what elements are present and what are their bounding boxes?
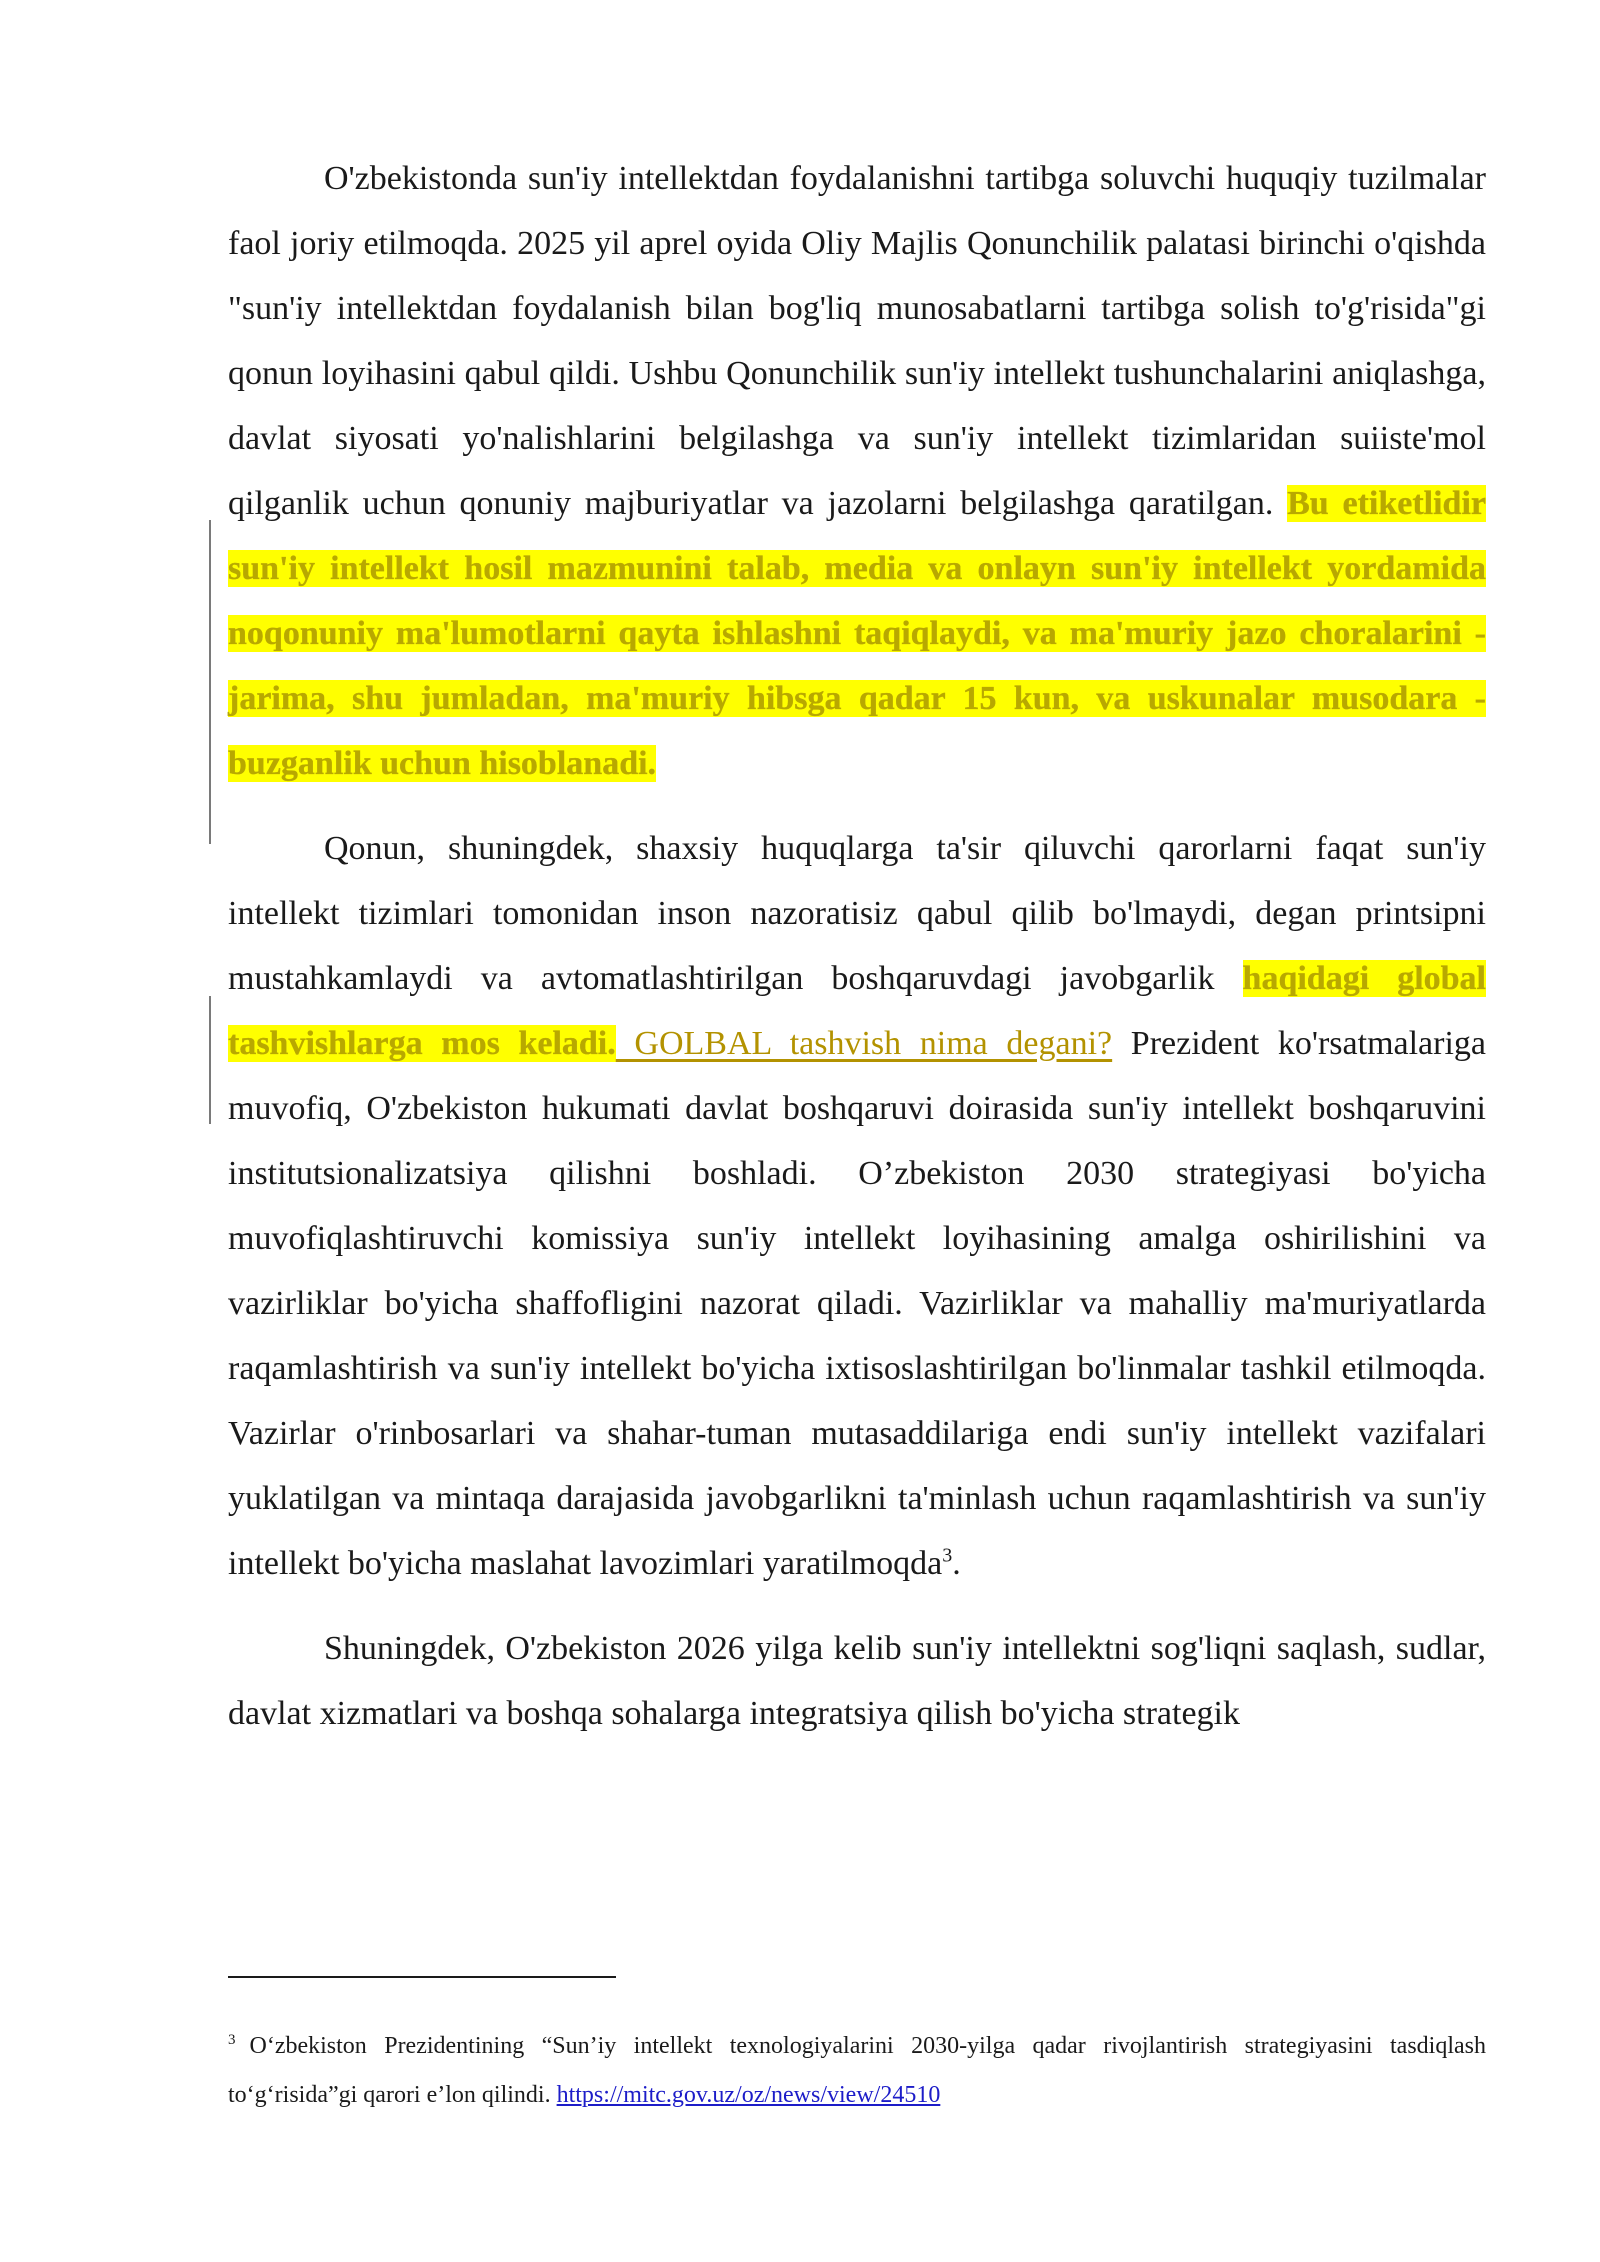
change-bar-2 [209, 996, 211, 1124]
paragraph-3 [228, 1616, 1486, 1746]
footnote-link[interactable]: https://mitc.gov.uz/oz/news/view/24510 [556, 2082, 941, 2108]
footnote-separator [228, 1976, 616, 1978]
footnote-mark: 3 [228, 2032, 236, 2048]
paragraph-2 [228, 816, 1486, 1596]
footnote-text: O‘zbekiston Prezidentining “Sun’iy intellekt texnologiyalarini 2030-yilga qadar rivojlantirish strategiyasini tasdiqlash to‘g‘risida”gi qarori e’lon qilindi. [228, 2033, 1486, 2108]
highlighted-text-2[interactable]: haqidagi global tashvishlarga mos keladi. [228, 960, 1487, 1062]
paragraph-2-end: . [952, 1545, 961, 1582]
change-bar-1 [209, 520, 211, 844]
paragraph-2-text: Qonun, shuningdek, shaxsiy huquqlarga ta'sir qiluvchi qarorlarni faqat sun'iy intellekt tizimlari tomonidan inson nazoratisiz qabul qilib bo'lmaydi, degan printsipni mustahkamlaydi va avtomatlashtirilgan boshqaruvdagi javobgarlik [228, 830, 1486, 997]
paragraph-3-text: Shuningdek, O'zbekiston 2026 yilga kelib sun'iy intellektni sog'liqni saqlash, sudlar, davlat xizmatlari va boshqa sohalarga integratsiya qilish bo'yicha strategik [228, 1630, 1486, 1732]
footnote [228, 2022, 1486, 2120]
highlighted-text-1[interactable]: Bu etiketlidir sun'iy intellekt hosil mazmunini talab, media va onlayn sun'iy intellekt yordamida noqonuniy ma'lumotlarni qayta ishlashni taqiqlaydi, va ma'muriy jazo choralarini - jarima, shu jumladan, ma'muriy hibsga qadar 15 kun, va uskunalar musodara - buzganlik uchun hisoblanadi. [228, 485, 1486, 782]
footnote-reference[interactable]: 3 [942, 1544, 953, 1567]
paragraph-1 [228, 146, 1486, 796]
paragraph-1-text: O'zbekistonda sun'iy intellektdan foydalanishni tartibga soluvchi huquqiy tuzilmalar faol joriy etilmoqda. 2025 yil aprel oyida Oliy Majlis Qonunchilik palatasi birinchi o'qishda "sun'iy intellektdan foydalanish bilan bog'liq munosabatlarni tartibga solish to'g'risida"gi qonun loyihasini qabul qildi. Ushbu Qonunchilik sun'iy intellekt tushunchalarini aniqlashga, davlat siyosati yo'nalishlarini belgilashga va sun'iy intellekt tizimlaridan suiiste'mol qilganlik uchun qonuniy majburiyatlar va jazolarni belgilashga qaratilgan. [228, 160, 1486, 522]
paragraph-2-tail: Prezident ko'rsatmalariga muvofiq, O'zbekiston hukumati davlat boshqaruvi doirasida sun'iy intellekt boshqaruvini institutsionalizatsiya qilishni boshladi. O’zbekiston 2030 strategiyasi bo'yicha muvofiqlashtiruvchi komissiya sun'iy intellekt loyihasining amalga oshirilishini va vazirliklar bo'yicha shaffofligini nazorat qiladi. Vazirliklar va mahalliy ma'muriyatlarda raqamlashtirish va sun'iy intellekt bo'yicha ixtisoslashtirilgan bo'linmalar tashkil etilmoqda. Vazirlar o'rinbosarlari va shahar-tuman mutasaddilariga endi sun'iy intellekt vazifalari yuklatilgan va mintaqa darajasida javobgarlikni ta'minlash uchun raqamlashtirish va sun'iy intellekt bo'yicha maslahat lavozimlari yaratilmoqda [228, 1025, 1487, 1582]
review-comment[interactable]: GOLBAL tashvish nima degani? [615, 1025, 1113, 1062]
document-body [228, 146, 1486, 1746]
